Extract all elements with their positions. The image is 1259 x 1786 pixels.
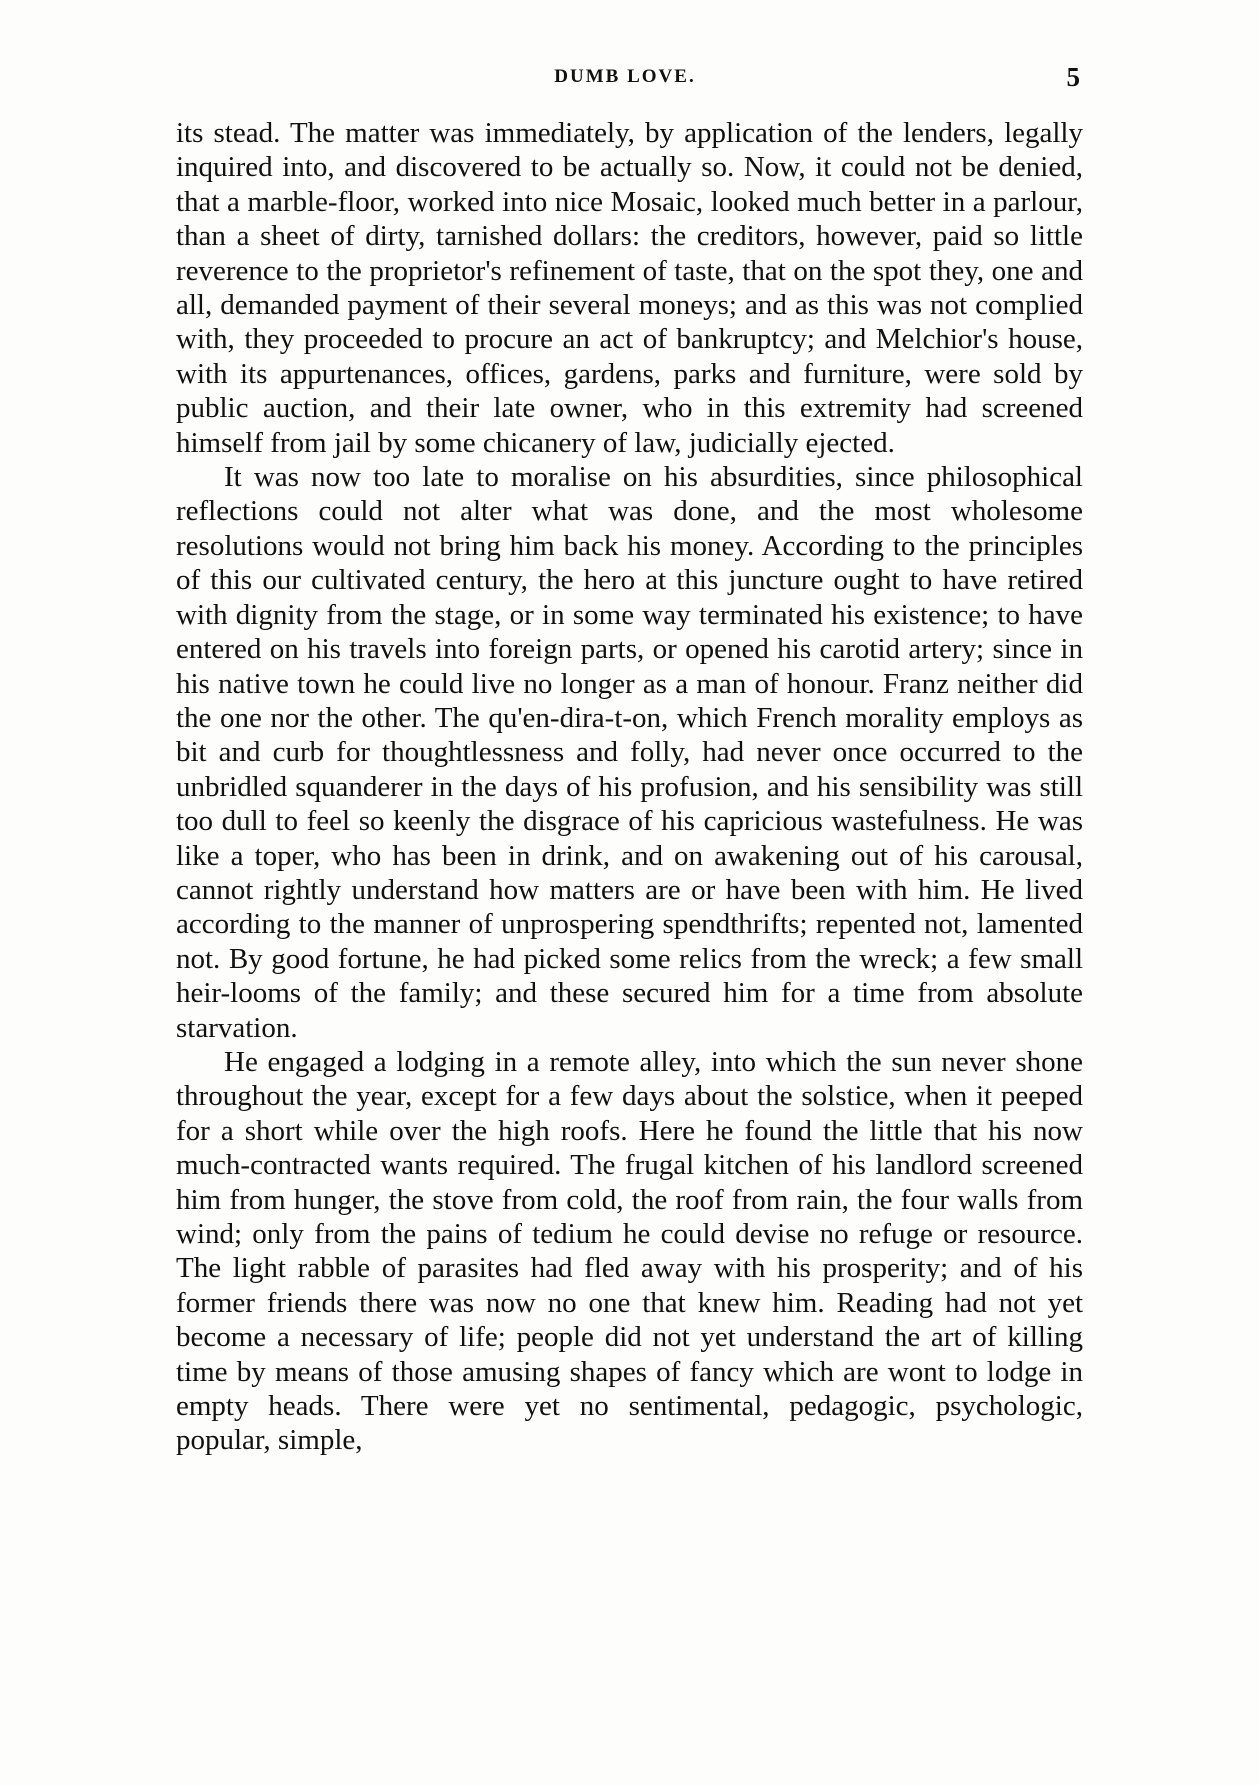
paragraph-2: It was now too late to moralise on his absurdities, since philosophical reflections could not alter what was done, and the most wholesome resolutions would not bring him back his money. According to the principles of this our cultivated century, the hero at this juncture ought to have retired with dignity from the stage, or in some way terminated his existence; to have entered on his travels into foreign parts, or opened his carotid artery; since in his native town he could live no longer as a man of honour. Franz neither did the one nor the other. The qu'en-dira-t-on, which French morality employs as bit and curb for thoughtlessness and folly, had never once occurred to the unbridled squanderer in the days of his profusion, and his sensibility was still too dull to feel so keenly the disgrace of his capricious wastefulness. He was like a toper, who has been in drink, and on awakening out of his carousal, cannot rightly understand how matters are or have been with him. He lived according to the manner of unprospering spendthrifts; repented not, lamented not. By good fortune, he had picked some relics from the wreck; a few small heir-looms of the family; and these secured him for a time from absolute starvation.	[176, 461, 1083, 1044]
body-text	[176, 116, 1083, 1458]
paragraph-1: its stead. The matter was immediately, by application of the lenders, legally inquired into, and discovered to be actually so. Now, it could not be denied, that a marble-floor, worked into nice Mosaic, looked much better in a parlour, than a sheet of dirty, tarnished dollars: the creditors, however, paid so little reverence to the proprietor's refinement of taste, that on the spot they, one and all, demanded payment of their several moneys; and as this was not complied with, they proceeded to procure an act of bankruptcy; and Melchior's house, with its appurtenances, offices, gardens, parks and furniture, were sold by public auction, and their late owner, who in this extremity had screened himself from jail by some chicanery of law, judicially ejected.	[176, 117, 1083, 459]
page-number: 5	[1066, 62, 1080, 92]
paragraph-3: He engaged a lodging in a remote alley, into which the sun never shone throughout the year, except for a few days about the solstice, when it peeped for a short while over the high roofs. Here he found the little that his now much-contracted wants required. The frugal kitchen of his landlord screened him from hunger, the stove from cold, the roof from rain, the four walls from wind; only from the pains of tedium he could devise no refuge or resource. The light rabble of parasites had fled away with his prosperity; and of his former friends there was now no one that knew him. Reading had not yet become a necessary of life; people did not yet understand the art of killing time by means of those amusing shapes of fancy which are wont to lodge in empty heads. There were yet no sentimental, pedagogic, psychologic, popular, simple,	[176, 1045, 1083, 1457]
running-title: DUMB LOVE.	[554, 66, 696, 87]
running-head	[170, 62, 1080, 96]
